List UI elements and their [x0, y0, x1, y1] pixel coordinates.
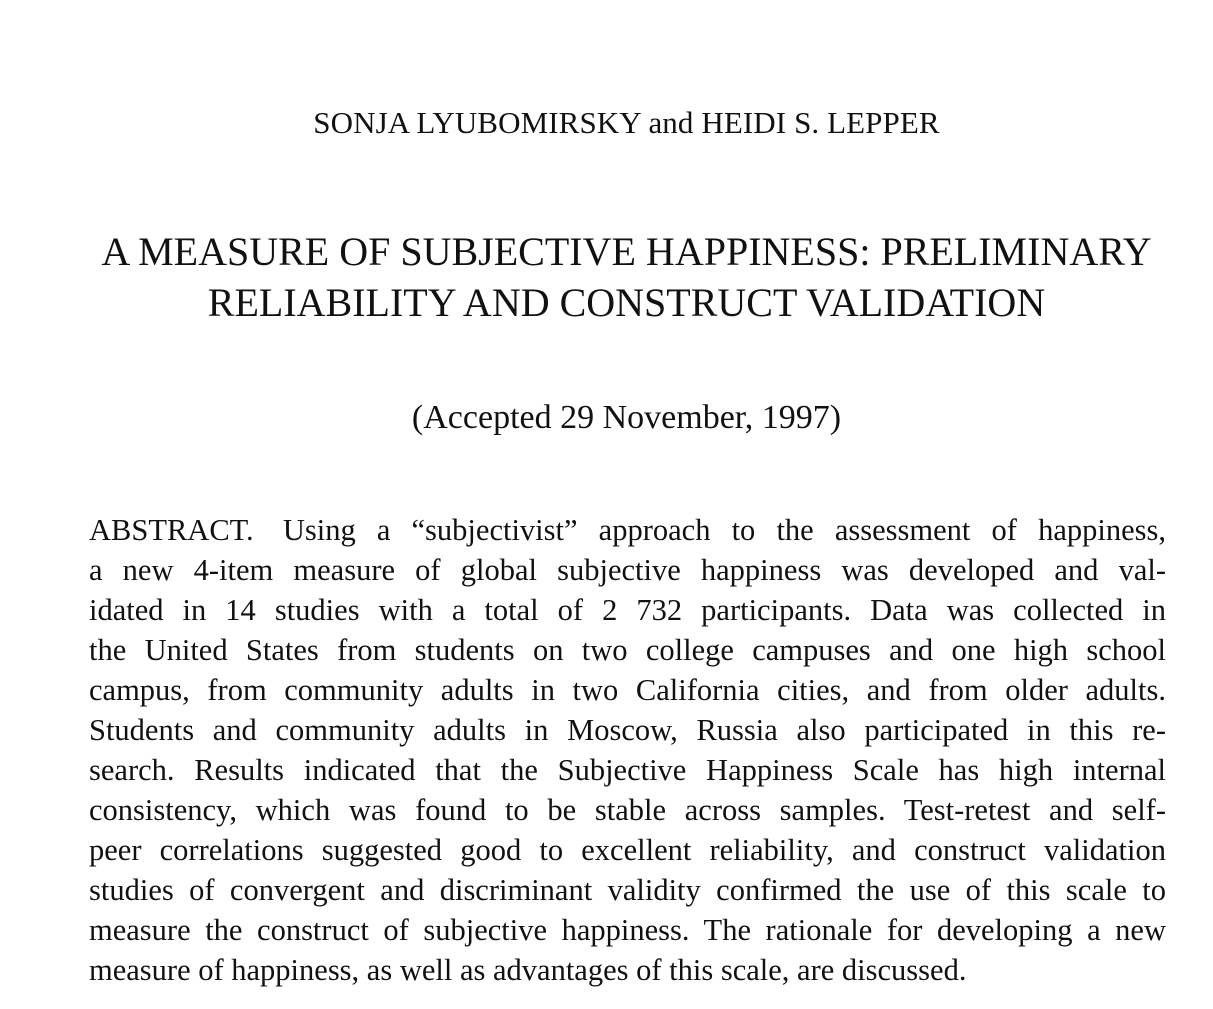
abstract: [89, 510, 1166, 990]
paper-title-line-2: RELIABILITY AND CONSTRUCT VALIDATION: [207, 280, 1046, 325]
abstract-line: studies of convergent and discriminant validity confirmed the use of this scale to: [89, 873, 1166, 907]
abstract-line: a new 4-item measure of global subjective happiness was developed and val-: [89, 553, 1166, 587]
abstract-line: measure of happiness, as well as advantages of this scale, are discussed.: [89, 953, 967, 987]
abstract-line: campus, from community adults in two California cities, and from older adults.: [89, 673, 1166, 707]
abstract-line: [89, 510, 1166, 550]
abstract-line: Students and community adults in Moscow, Russia also participated in this re-: [89, 713, 1166, 747]
accepted-date: (Accepted 29 November, 1997): [411, 399, 842, 436]
abstract-label: ABSTRACT.: [89, 513, 254, 547]
abstract-line: measure the construct of subjective happiness. The rationale for developing a new: [89, 913, 1166, 947]
paper-title-line-1: A MEASURE OF SUBJECTIVE HAPPINESS: PRELIMINARY: [101, 229, 1152, 274]
abstract-line-text: Using a “subjectivist” approach to the assessment of happiness,: [282, 513, 1167, 547]
abstract-line: idated in 14 studies with a total of 2 732 participants. Data was collected in: [89, 593, 1166, 627]
abstract-line: consistency, which was found to be stable across samples. Test-retest and self-: [89, 793, 1166, 827]
author-names: SONJA LYUBOMIRSKY and HEIDI S. LEPPER: [313, 105, 940, 140]
abstract-line: peer correlations suggested good to excellent reliability, and construct validation: [89, 833, 1166, 867]
abstract-line: search. Results indicated that the Subjective Happiness Scale has high internal: [89, 753, 1166, 787]
abstract-line: the United States from students on two college campuses and one high school: [89, 633, 1166, 667]
paper-title: [0, 226, 1213, 328]
